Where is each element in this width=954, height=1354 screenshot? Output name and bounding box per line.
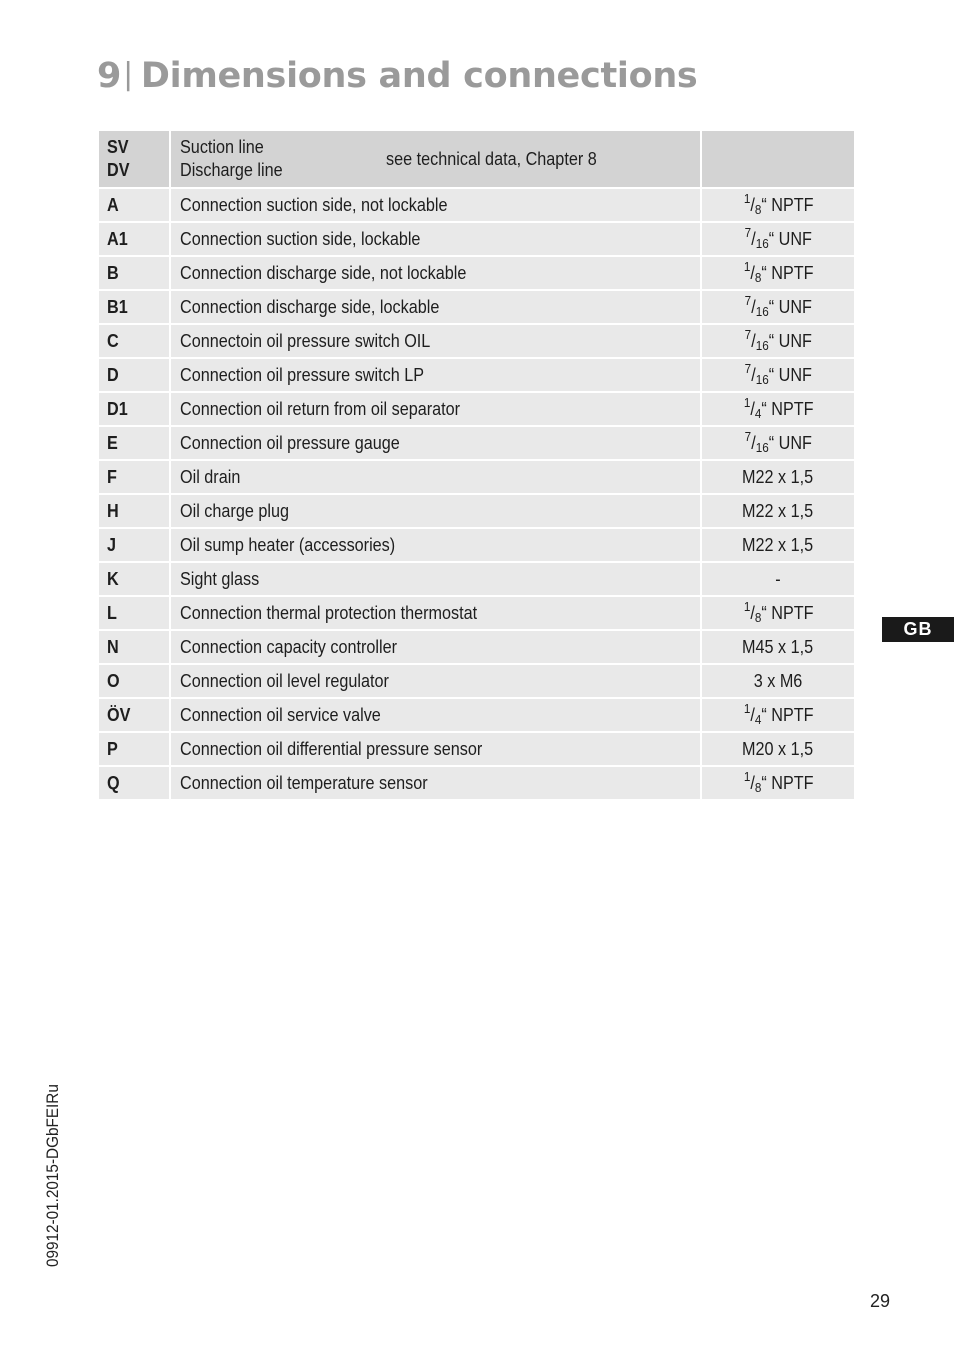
document-reference-text: 09912-01.2015-DGbFEIRu xyxy=(43,1084,62,1267)
connection-size xyxy=(701,630,855,664)
connection-description xyxy=(170,630,701,664)
connection-code xyxy=(98,732,170,766)
connection-code-text: ÖV xyxy=(107,704,131,725)
connection-size-value: M22 x 1,5 xyxy=(742,466,814,487)
connection-description xyxy=(170,596,701,630)
connection-code xyxy=(98,698,170,732)
connection-code xyxy=(98,324,170,358)
connection-size-value: M22 x 1,5 xyxy=(742,500,814,521)
connection-code-text: B xyxy=(107,262,119,283)
size-numerator: 1 xyxy=(743,768,751,784)
connection-size xyxy=(701,256,855,290)
header-codes-cell xyxy=(98,130,170,188)
connection-code-text: C xyxy=(107,330,119,351)
size-numerator: 1 xyxy=(743,700,751,716)
connection-description-text: Connection oil temperature sensor xyxy=(180,772,428,793)
size-fraction-slash: / xyxy=(751,432,756,453)
connection-code-text: Q xyxy=(107,772,120,793)
size-unit: “ NPTF xyxy=(761,194,814,215)
section-number: 9 xyxy=(97,56,122,96)
table-row xyxy=(98,426,855,460)
size-fraction-slash: / xyxy=(750,398,755,419)
connection-code-text: N xyxy=(107,636,119,657)
connection-code xyxy=(98,426,170,460)
table-row xyxy=(98,664,855,698)
connection-size xyxy=(701,732,855,766)
header-lines xyxy=(180,136,294,182)
table-row xyxy=(98,630,855,664)
connection-size-value xyxy=(744,292,813,319)
section-heading xyxy=(97,56,697,96)
size-denominator: 16 xyxy=(755,371,769,387)
size-denominator: 4 xyxy=(754,405,762,421)
connection-description xyxy=(170,426,701,460)
table-row xyxy=(98,596,855,630)
size-unit: “ NPTF xyxy=(761,772,814,793)
size-unit: “ NPTF xyxy=(761,262,814,283)
size-denominator: 16 xyxy=(755,235,769,251)
connection-code-text: K xyxy=(107,568,119,589)
table-row xyxy=(98,460,855,494)
connection-size-value xyxy=(744,360,813,387)
connection-code xyxy=(98,562,170,596)
size-denominator: 8 xyxy=(754,269,762,285)
connection-code-text: D1 xyxy=(107,398,128,419)
connection-description-text: Oil sump heater (accessories) xyxy=(180,534,396,555)
size-unit: “ NPTF xyxy=(761,602,814,623)
connection-description xyxy=(170,528,701,562)
header-description-cell xyxy=(170,130,701,188)
header-code-discharge: DV xyxy=(107,160,130,180)
connection-size-value xyxy=(744,326,813,353)
size-numerator: 1 xyxy=(743,258,751,274)
connection-description xyxy=(170,766,701,800)
size-denominator: 8 xyxy=(754,779,762,795)
connection-size-value xyxy=(743,258,814,285)
connection-size-value xyxy=(743,190,814,217)
connection-description xyxy=(170,562,701,596)
connection-size-value xyxy=(744,428,813,455)
size-unit: “ UNF xyxy=(768,296,813,317)
size-numerator: 7 xyxy=(744,326,752,342)
language-tab: GB xyxy=(882,617,954,642)
connection-code xyxy=(98,358,170,392)
connection-size xyxy=(701,494,855,528)
size-unit: “ UNF xyxy=(768,364,813,385)
connection-code-text: A1 xyxy=(107,228,128,249)
size-fraction-slash: / xyxy=(751,330,756,351)
size-fraction-slash: / xyxy=(750,602,755,623)
connection-description xyxy=(170,392,701,426)
connection-description-text: Oil charge plug xyxy=(180,500,289,521)
size-numerator: 1 xyxy=(743,598,751,614)
connection-description xyxy=(170,664,701,698)
connection-code xyxy=(98,766,170,800)
connection-size xyxy=(701,766,855,800)
connection-size xyxy=(701,392,855,426)
table-row xyxy=(98,732,855,766)
size-unit: “ UNF xyxy=(768,330,813,351)
connection-size xyxy=(701,698,855,732)
size-denominator: 8 xyxy=(754,609,762,625)
connection-size-value xyxy=(743,598,814,625)
connection-description-text: Connection oil pressure gauge xyxy=(180,432,400,453)
connection-size xyxy=(701,324,855,358)
connection-description xyxy=(170,460,701,494)
connection-size-value: M20 x 1,5 xyxy=(742,738,814,759)
connection-size xyxy=(701,528,855,562)
connection-code xyxy=(98,630,170,664)
size-fraction-slash: / xyxy=(750,262,755,283)
table-row xyxy=(98,358,855,392)
connection-code xyxy=(98,596,170,630)
size-unit: “ UNF xyxy=(768,432,813,453)
connection-code-text: L xyxy=(107,602,117,623)
table-row xyxy=(98,698,855,732)
connection-code xyxy=(98,392,170,426)
connection-description xyxy=(170,732,701,766)
connection-code-text: A xyxy=(107,194,119,215)
size-fraction-slash: / xyxy=(751,296,756,317)
connection-code-text: B1 xyxy=(107,296,128,317)
connection-description-text: Connection oil level regulator xyxy=(180,670,389,691)
connection-description-text: Connection discharge side, lockable xyxy=(180,296,440,317)
connection-size xyxy=(701,358,855,392)
connection-description-text: Connectoin oil pressure switch OIL xyxy=(180,330,431,351)
connection-size-value xyxy=(744,224,813,251)
table-row xyxy=(98,766,855,800)
connection-code xyxy=(98,494,170,528)
connection-size-value: 3 x M6 xyxy=(753,670,803,691)
table-row xyxy=(98,188,855,222)
connection-description-text: Connection oil pressure switch LP xyxy=(180,364,425,385)
connection-description xyxy=(170,494,701,528)
connection-description xyxy=(170,698,701,732)
size-denominator: 16 xyxy=(755,439,769,455)
connection-code xyxy=(98,290,170,324)
table-row xyxy=(98,324,855,358)
size-numerator: 1 xyxy=(743,190,751,206)
connection-description xyxy=(170,324,701,358)
size-numerator: 7 xyxy=(744,224,752,240)
size-denominator: 4 xyxy=(754,711,762,727)
size-numerator: 7 xyxy=(744,360,752,376)
connection-code-text: E xyxy=(107,432,118,453)
connection-description xyxy=(170,188,701,222)
connection-description-text: Connection oil return from oil separator xyxy=(180,398,461,419)
connection-description xyxy=(170,358,701,392)
connection-size xyxy=(701,562,855,596)
table-row xyxy=(98,392,855,426)
header-line-discharge: Discharge line xyxy=(180,160,283,180)
table-row xyxy=(98,290,855,324)
connection-code xyxy=(98,664,170,698)
connection-code-text: D xyxy=(107,364,119,385)
connection-size xyxy=(701,222,855,256)
table-row xyxy=(98,494,855,528)
connection-size xyxy=(701,596,855,630)
header-size-cell xyxy=(701,130,855,188)
connection-size xyxy=(701,290,855,324)
connection-code xyxy=(98,528,170,562)
size-numerator: 7 xyxy=(744,292,752,308)
connection-description-text: Connection capacity controller xyxy=(180,636,398,657)
table-row xyxy=(98,528,855,562)
connection-code xyxy=(98,256,170,290)
size-fraction-slash: / xyxy=(751,364,756,385)
header-code-suction: SV xyxy=(107,137,129,157)
connection-size-value xyxy=(743,700,814,727)
connection-description-text: Connection suction side, lockable xyxy=(180,228,421,249)
header-line-suction: Suction line xyxy=(180,137,264,157)
header-reference: see technical data, Chapter 8 xyxy=(386,148,597,169)
connection-code-text: P xyxy=(107,738,118,759)
table-row xyxy=(98,222,855,256)
connection-size-value: - xyxy=(775,568,781,589)
connection-size xyxy=(701,460,855,494)
size-denominator: 16 xyxy=(755,303,769,319)
connection-description-text: Connection thermal protection thermostat xyxy=(180,602,478,623)
connection-size-value xyxy=(743,394,814,421)
connection-code-text: O xyxy=(107,670,120,691)
connection-code-text: J xyxy=(107,534,117,555)
connection-description-text: Connection oil differential pressure sensor xyxy=(180,738,483,759)
size-numerator: 1 xyxy=(743,394,751,410)
size-fraction-slash: / xyxy=(750,194,755,215)
size-denominator: 16 xyxy=(755,337,769,353)
connections-table xyxy=(97,129,856,801)
section-title: Dimensions and connections xyxy=(140,56,698,96)
size-unit: “ NPTF xyxy=(761,704,814,725)
table-row xyxy=(98,256,855,290)
connection-code xyxy=(98,222,170,256)
size-numerator: 7 xyxy=(744,428,752,444)
connection-size xyxy=(701,188,855,222)
connection-code xyxy=(98,188,170,222)
table-header-row xyxy=(98,130,855,188)
connection-description-text: Connection oil service valve xyxy=(180,704,381,725)
connection-code xyxy=(98,460,170,494)
connection-description xyxy=(170,290,701,324)
connection-description-text: Sight glass xyxy=(180,568,260,589)
connection-code-text: H xyxy=(107,500,119,521)
connection-size-value: M22 x 1,5 xyxy=(742,534,814,555)
size-fraction-slash: / xyxy=(750,704,755,725)
page-number: 29 xyxy=(870,1291,891,1311)
section-separator: | xyxy=(123,57,133,92)
connection-description-text: Connection suction side, not lockable xyxy=(180,194,448,215)
connection-description-text: Oil drain xyxy=(180,466,241,487)
size-unit: “ NPTF xyxy=(761,398,814,419)
table-row xyxy=(98,562,855,596)
size-fraction-slash: / xyxy=(751,228,756,249)
connection-size-value: M45 x 1,5 xyxy=(742,636,814,657)
document-reference xyxy=(43,1064,63,1267)
connection-description-text: Connection discharge side, not lockable xyxy=(180,262,467,283)
size-denominator: 8 xyxy=(754,201,762,217)
size-fraction-slash: / xyxy=(750,772,755,793)
size-unit: “ UNF xyxy=(768,228,813,249)
connection-code-text: F xyxy=(107,466,117,487)
connection-size xyxy=(701,426,855,460)
connection-size xyxy=(701,664,855,698)
connection-description xyxy=(170,222,701,256)
connection-description xyxy=(170,256,701,290)
connection-size-value xyxy=(743,768,814,795)
